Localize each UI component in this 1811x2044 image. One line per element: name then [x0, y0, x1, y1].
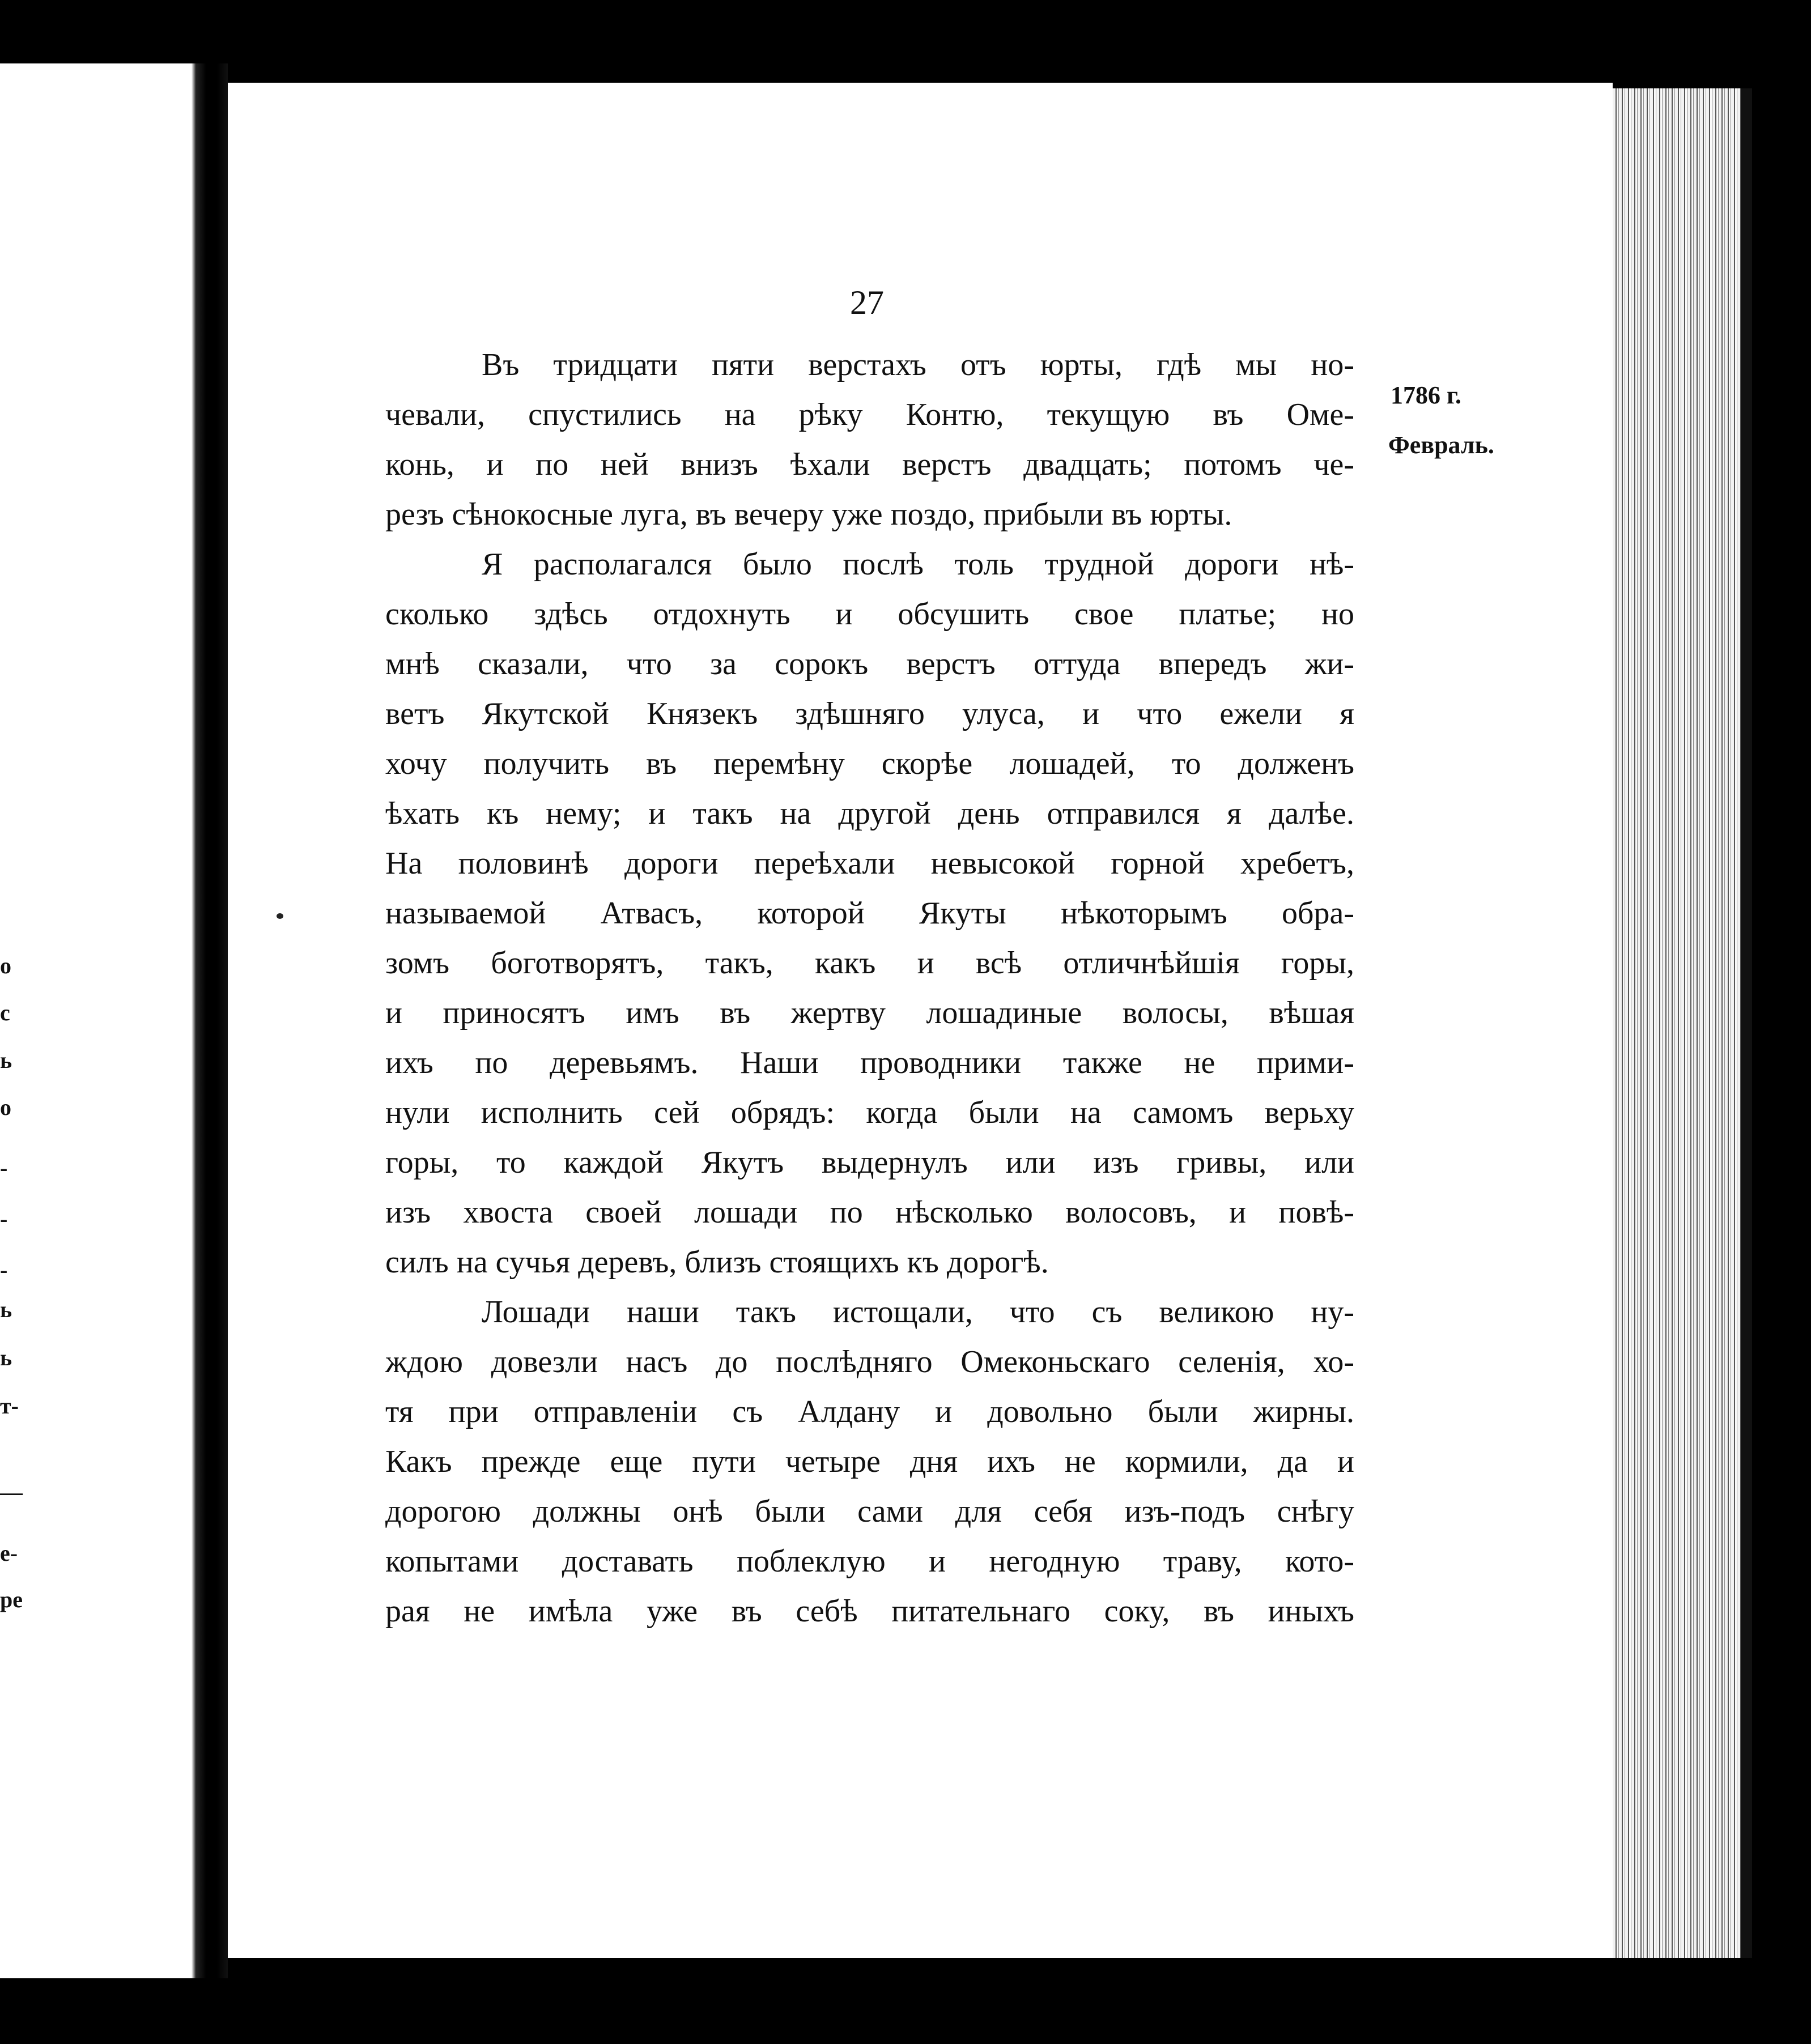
text-line: Я располагался было послѣ толь трудной дороги нѣ- — [482, 547, 1354, 582]
text-line: и приносятъ имъ въ жертву лошадиные волосы, вѣшая — [385, 995, 1354, 1030]
text-line: нули исполнить сей обрядъ: когда были на самомъ верьху — [385, 1095, 1354, 1130]
left-page-fragment: ре — [0, 1587, 23, 1612]
text-line: силъ на сучья деревъ, близъ стоящихъ къ дорогѣ. — [385, 1245, 1049, 1280]
left-page-fragment: - — [0, 1155, 8, 1181]
book-gutter — [192, 63, 228, 1978]
text-line: Лошади наши такъ истощали, что съ великою ну- — [482, 1294, 1354, 1330]
left-page-fragment: ь — [0, 1047, 12, 1073]
ink-speck — [277, 913, 283, 919]
margin-note-month: Февраль. — [1388, 431, 1494, 459]
left-page-fragment: ь — [0, 1297, 12, 1322]
text-line: На половинѣ дороги переѣхали невысокой горной хребетъ, — [385, 846, 1354, 881]
text-line: дорогою должны онѣ были сами для себя изъ-подъ снѣгу — [385, 1494, 1354, 1529]
left-page-fragment: ь — [0, 1345, 12, 1370]
facing-page-left — [0, 63, 192, 1978]
paragraph — [385, 1287, 1354, 1636]
body-text — [385, 340, 1354, 1636]
text-line: Какъ прежде еще пути четыре дня ихъ не кормили, да и — [385, 1444, 1354, 1479]
margin-note-date — [1388, 371, 1494, 470]
left-page-fragment: е- — [0, 1540, 18, 1566]
left-page-fragment: о — [0, 953, 11, 978]
left-page-fragment: - — [0, 1206, 8, 1232]
text-line: сколько здѣсь отдохнуть и обсушить свое платье; но — [385, 597, 1354, 632]
page-number: 27 — [850, 284, 884, 321]
page-edge-shadow — [1741, 88, 1752, 1958]
text-line: Въ тридцати пяти верстахъ отъ юрты, гдѣ мы но- — [482, 347, 1354, 382]
text-line: называемой Атвасъ, которой Якуты нѣкоторымъ обра- — [385, 896, 1354, 931]
page-edge-stack — [1613, 88, 1741, 1958]
paragraph — [385, 539, 1354, 1287]
left-page-fragment: — — [0, 1479, 23, 1505]
text-line: чевали, спустились на рѣку Контю, текущую въ Оме- — [385, 397, 1354, 432]
margin-note-year: 1786 г. — [1391, 381, 1462, 409]
text-line: ѣхать къ нему; и такъ на другой день отправился я далѣе. — [385, 796, 1354, 831]
text-line: мнѣ сказали, что за сорокъ верстъ оттуда впередъ жи- — [385, 646, 1354, 682]
left-page-fragment: т- — [0, 1393, 19, 1419]
text-line: конь, и по ней внизъ ѣхали верстъ двадцать; потомъ че- — [385, 447, 1354, 482]
left-page-fragment: с — [0, 1000, 10, 1025]
left-page-fragment: о — [0, 1095, 11, 1120]
text-line: рая не имѣла уже въ себѣ питательнаго соку, въ иныхъ — [385, 1594, 1354, 1629]
text-line: горы, то каждой Якутъ выдернулъ или изъ гривы, или — [385, 1145, 1354, 1180]
text-line: ихъ по деревьямъ. Наши проводники также не прими- — [385, 1045, 1354, 1080]
text-line: тя при отправленіи съ Алдану и довольно были жирны. — [385, 1394, 1354, 1429]
text-line: копытами доставать поблеклую и негодную траву, кото- — [385, 1544, 1354, 1579]
left-page-fragment: - — [0, 1257, 8, 1283]
text-line: ветъ Якутской Князекъ здѣшняго улуса, и что ежели я — [385, 696, 1354, 731]
paragraph — [385, 340, 1354, 539]
text-line: изъ хвоста своей лошади по нѣсколько волосовъ, и повѣ- — [385, 1195, 1354, 1230]
text-line: зомъ боготворятъ, такъ, какъ и всѣ отличнѣйшія горы, — [385, 946, 1354, 981]
text-line: ждою довезли насъ до послѣдняго Омеконьскаго селенія, хо- — [385, 1344, 1354, 1379]
text-line: хочу получить въ перемѣну скорѣе лошадей, то долженъ — [385, 746, 1354, 781]
text-line: резъ сѣнокосные луга, въ вечеру уже поздо, прибыли въ юрты. — [385, 497, 1232, 532]
